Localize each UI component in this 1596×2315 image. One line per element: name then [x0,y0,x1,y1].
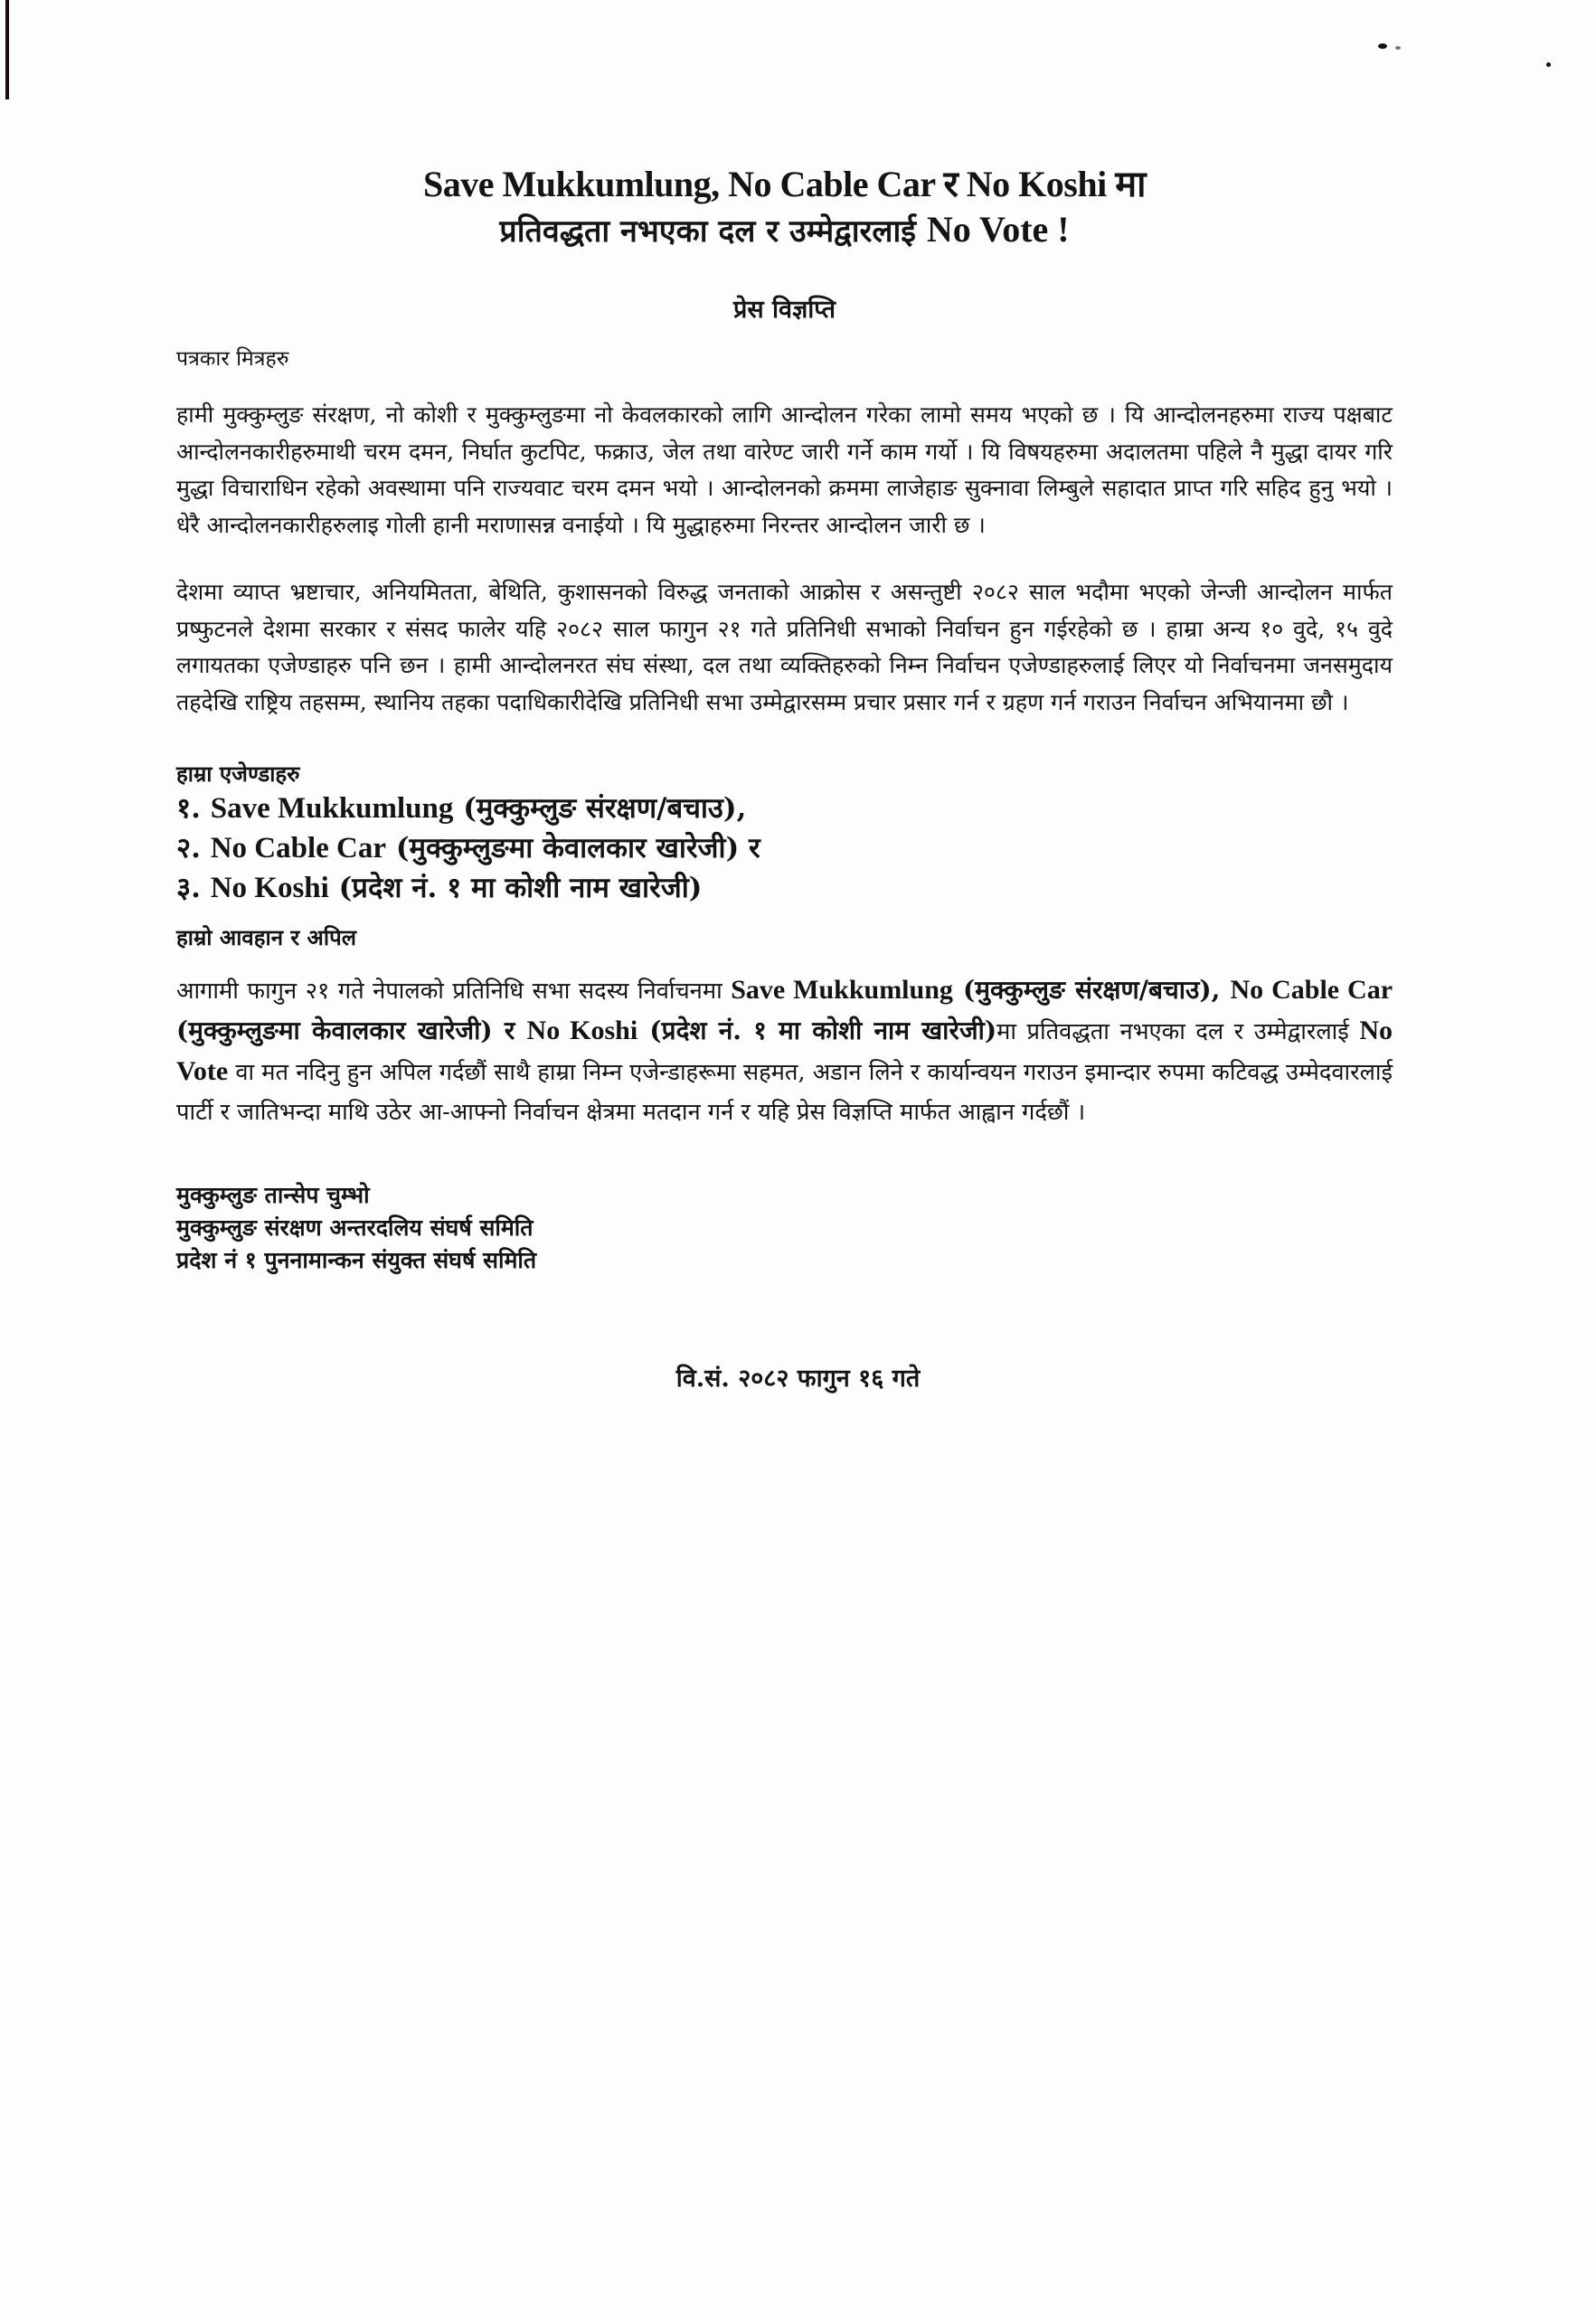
appeal-nepali-bold: (मुक्कुम्लुङ संरक्षण/बचाउ), [952,975,1231,1005]
appeal-nepali-bold: (प्रदेश नं. १ मा कोशी नाम खारेजी) [637,1016,997,1045]
paragraph-1: हामी मुक्कुम्लुङ संरक्षण, नो कोशी र मुक्कुम्लुङमा नो केवलकारको लागि आन्दोलन गरेका लामो समय भएको छ । यि आन्दोलनहरुमा राज्य पक्षबाट आन्दोलनकारीहरुमाथी चरम दमन, निर्घात कुटपिट, फक्राउ, जेल तथा वारेण्ट जारी गर्ने काम गर्यो । यि विषयहरुमा अदालतमा पहिले नै मुद्धा दायर गरि मुद्धा विचाराधिन रहेको अवस्थामा पनि राज्यवाट चरम दमन भयो । आन्दोलनको क्रममा लाजेहाङ सुक्नावा लिम्बुले सहादात प्राप्त गरि सहिद हुनु भयो । धेरै आन्दोलनकारीहरुलाइ गोली हानी मराणासन्न वनाईयो । यि मुद्धाहरुमा निरन्तर आन्दोलन जारी छ । [176,402,1393,538]
scan-speck [1395,46,1401,50]
signatory: प्रदेश नं १ पुननामान्कन संयुक्त संघर्ष समिति [176,1247,537,1273]
appeal-nepali-bold: (मुक्कुम्लुङमा केवालकार खारेजी) र [176,1016,527,1045]
title-line2-nepali: प्रतिवद्धता नभएका दल र उम्मेद्वारलाई [499,213,916,250]
agenda-number: ३. [176,872,201,904]
scan-edge-mark [5,0,9,99]
agenda-number: १. [176,792,201,825]
document-date: वि.सं. २०८२ फागुन १६ गते [675,1365,921,1393]
agenda-item [176,868,1393,908]
agenda-english: No Koshi [210,872,329,904]
agenda-english: Save Mukkumlung [210,792,454,825]
document-title-line1: Save Mukkumlung, No Cable Car र No Koshi मा [422,164,1147,204]
title-line2-english: No Vote ! [926,209,1070,250]
press-release-heading: प्रेस विज्ञप्ति [732,296,836,324]
signatories [176,1179,1393,1277]
scan-speck [1378,43,1387,49]
agenda-nepali: (मुक्कुम्लुङ संरक्षण/बचाउ), [463,792,747,825]
agenda-nepali: (मुक्कुम्लुङमा केवालकार खारेजी) र [395,832,760,865]
agenda-item [176,828,1393,868]
document-title-line2 [176,208,1393,253]
appeal-paragraph [176,970,1393,1132]
appeal-text: वा मत नदिनु हुन अपिल गर्दछौं साथै हाम्रा निम्न एजेन्डाहरूमा सहमत, अडान लिने र कार्यान्वयन गराउन इमान्दार रुपमा कटिवद्ध उम्मेदवारलाई पार्टी र जातिभन्दा माथि उठेर आ-आफ्नो निर्वाचन क्षेत्रमा मतदान गर्न र यहि प्रेस विज्ञप्ति मार्फत आह्वान गर्दछौं । [176,1059,1393,1126]
appeal-english: No Vote [176,1016,1393,1086]
scan-speck [1546,62,1551,67]
appeal-english: No Koshi [526,1016,638,1045]
appeal-text: मा प्रतिवद्धता नभएका दल र उम्मेद्वारलाई [996,1018,1360,1045]
appeal-english: No Cable Car [1230,975,1393,1005]
agenda-list [176,789,1393,908]
appeal-heading: हाम्रो आवहान र अपिल [176,924,357,950]
agenda-item [176,789,1393,828]
signatory: मुक्कुम्लुङ संरक्षण अन्तरदलिय संघर्ष समिति [176,1214,534,1241]
agenda-english: No Cable Car [210,832,387,865]
signatory: मुक्कुम्लुङ तान्सेप चुम्भो [176,1182,370,1208]
appeal-english: Save Mukkumlung [731,975,953,1005]
appeal-text: आगामी फागुन २१ गते नेपालको प्रतिनिधि सभा सदस्य निर्वाचनमा [176,978,732,1005]
agenda-nepali: (प्रदेश नं. १ मा कोशी नाम खारेजी) [338,872,703,904]
salutation: पत्रकार मित्रहरु [176,347,289,371]
agenda-heading: हाम्रा एजेण्डाहरु [176,761,300,787]
agenda-number: २. [176,832,201,865]
press-release-page [176,163,1393,1394]
paragraph-2: देशमा व्याप्त भ्रष्टाचार, अनियमितता, बेथिति, कुशासनको विरुद्ध जनताको आक्रोस र असन्तुष्टी २०८२ साल भदौमा भएको जेन्जी आन्दोलन मार्फत प्रष्फुटनले देशमा सरकार र संसद फालेर यहि २०८२ साल फागुन २१ गते प्रतिनिधी सभाको निर्वाचन हुन गईरहेको छ । हाम्रा अन्य १० वुदे, १५ वुदे लगायतका एजेण्डाहरु पनि छन । हामी आन्दोलनरत संघ संस्था, दल तथा व्यक्तिहरुको निम्न निर्वाचन एजेण्डाहरुलाई लिएर यो निर्वाचनमा जनसमुदाय तहदेखि राष्ट्रिय तहसम्म, स्थानिय तहका पदाधिकारीदेखि प्रतिनिधी सभा उम्मेद्वारसम्म प्रचार प्रसार गर्न र ग्रहण गर्न गराउन निर्वाचन अभियानमा छौ । [176,579,1393,715]
